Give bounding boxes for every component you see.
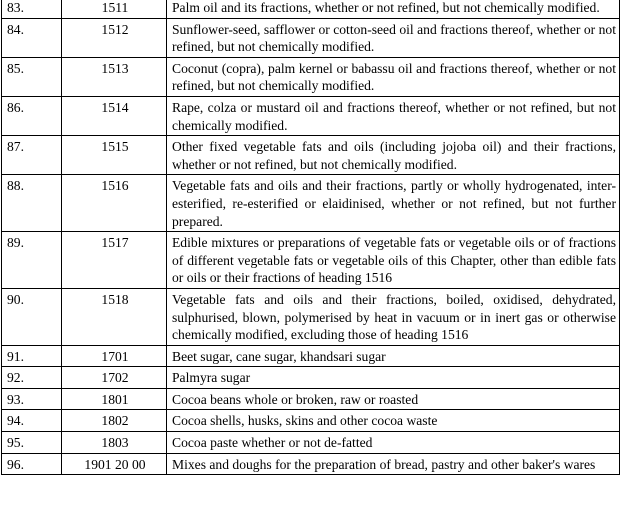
serial-number-cell: 95. xyxy=(2,432,62,454)
table-row xyxy=(2,18,620,57)
table-row xyxy=(2,136,620,175)
description-cell: Beet sugar, cane sugar, khandsari sugar xyxy=(167,345,620,367)
table-row xyxy=(2,175,620,232)
description-cell: Rape, colza or mustard oil and fractions thereof, whether or not refined, but not chemically modified. xyxy=(167,96,620,135)
tariff-code-cell: 1512 xyxy=(62,18,167,57)
description-cell: Cocoa beans whole or broken, raw or roasted xyxy=(167,388,620,410)
serial-number-cell: 87. xyxy=(2,136,62,175)
table-row xyxy=(2,0,620,18)
serial-number-cell: 93. xyxy=(2,388,62,410)
description-cell: Mixes and doughs for the preparation of bread, pastry and other baker's wares xyxy=(167,453,620,475)
tariff-code-cell: 1511 xyxy=(62,0,167,18)
serial-number-cell: 84. xyxy=(2,18,62,57)
description-cell: Cocoa paste whether or not de-fatted xyxy=(167,432,620,454)
tariff-code-cell: 1518 xyxy=(62,288,167,345)
table-row xyxy=(2,432,620,454)
serial-number-cell: 96. xyxy=(2,453,62,475)
tariff-code-cell: 1514 xyxy=(62,96,167,135)
description-cell: Coconut (copra), palm kernel or babassu oil and fractions thereof, whether or not refined, but not chemically modified. xyxy=(167,57,620,96)
tariff-code-cell: 1901 20 00 xyxy=(62,453,167,475)
description-cell: Sunflower-seed, safflower or cotton-seed oil and fractions thereof, whether or not refined, but not chemically modified. xyxy=(167,18,620,57)
serial-number-cell: 86. xyxy=(2,96,62,135)
tariff-code-cell: 1517 xyxy=(62,232,167,289)
tariff-code-cell: 1701 xyxy=(62,345,167,367)
description-cell: Vegetable fats and oils and their fractions, partly or wholly hydrogenated, inter-esterified, re-esterified or elaidinised, whether or not refined, but not further prepared. xyxy=(167,175,620,232)
tariff-code-cell: 1513 xyxy=(62,57,167,96)
table-row xyxy=(2,410,620,432)
table-row xyxy=(2,367,620,389)
table-row xyxy=(2,288,620,345)
tariff-code-cell: 1515 xyxy=(62,136,167,175)
table-row xyxy=(2,345,620,367)
tariff-table xyxy=(1,0,620,475)
description-cell: Cocoa shells, husks, skins and other cocoa waste xyxy=(167,410,620,432)
description-cell: Other fixed vegetable fats and oils (including jojoba oil) and their fractions, whether or not refined, but not chemically modified. xyxy=(167,136,620,175)
serial-number-cell: 90. xyxy=(2,288,62,345)
tariff-code-cell: 1516 xyxy=(62,175,167,232)
description-cell: Palm oil and its fractions, whether or not refined, but not chemically modified. xyxy=(167,0,620,18)
tariff-code-cell: 1702 xyxy=(62,367,167,389)
table-row xyxy=(2,232,620,289)
description-cell: Edible mixtures or preparations of vegetable fats or vegetable oils or of fractions of different vegetable fats or vegetable oils of this Chapter, other than edible fats or oils or their fractions of heading 1516 xyxy=(167,232,620,289)
tariff-code-cell: 1801 xyxy=(62,388,167,410)
description-cell: Palmyra sugar xyxy=(167,367,620,389)
serial-number-cell: 83. xyxy=(2,0,62,18)
table-row xyxy=(2,57,620,96)
serial-number-cell: 89. xyxy=(2,232,62,289)
serial-number-cell: 94. xyxy=(2,410,62,432)
serial-number-cell: 92. xyxy=(2,367,62,389)
table-row xyxy=(2,388,620,410)
serial-number-cell: 88. xyxy=(2,175,62,232)
description-cell: Vegetable fats and oils and their fractions, boiled, oxidised, dehydrated, sulphurised, blown, polymerised by heat in vacuum or in inert gas or otherwise chemically modified, excluding those of heading 1516 xyxy=(167,288,620,345)
table-row xyxy=(2,96,620,135)
tariff-code-cell: 1802 xyxy=(62,410,167,432)
serial-number-cell: 91. xyxy=(2,345,62,367)
serial-number-cell: 85. xyxy=(2,57,62,96)
table-row xyxy=(2,453,620,475)
tariff-table-body xyxy=(2,0,620,475)
tariff-code-cell: 1803 xyxy=(62,432,167,454)
